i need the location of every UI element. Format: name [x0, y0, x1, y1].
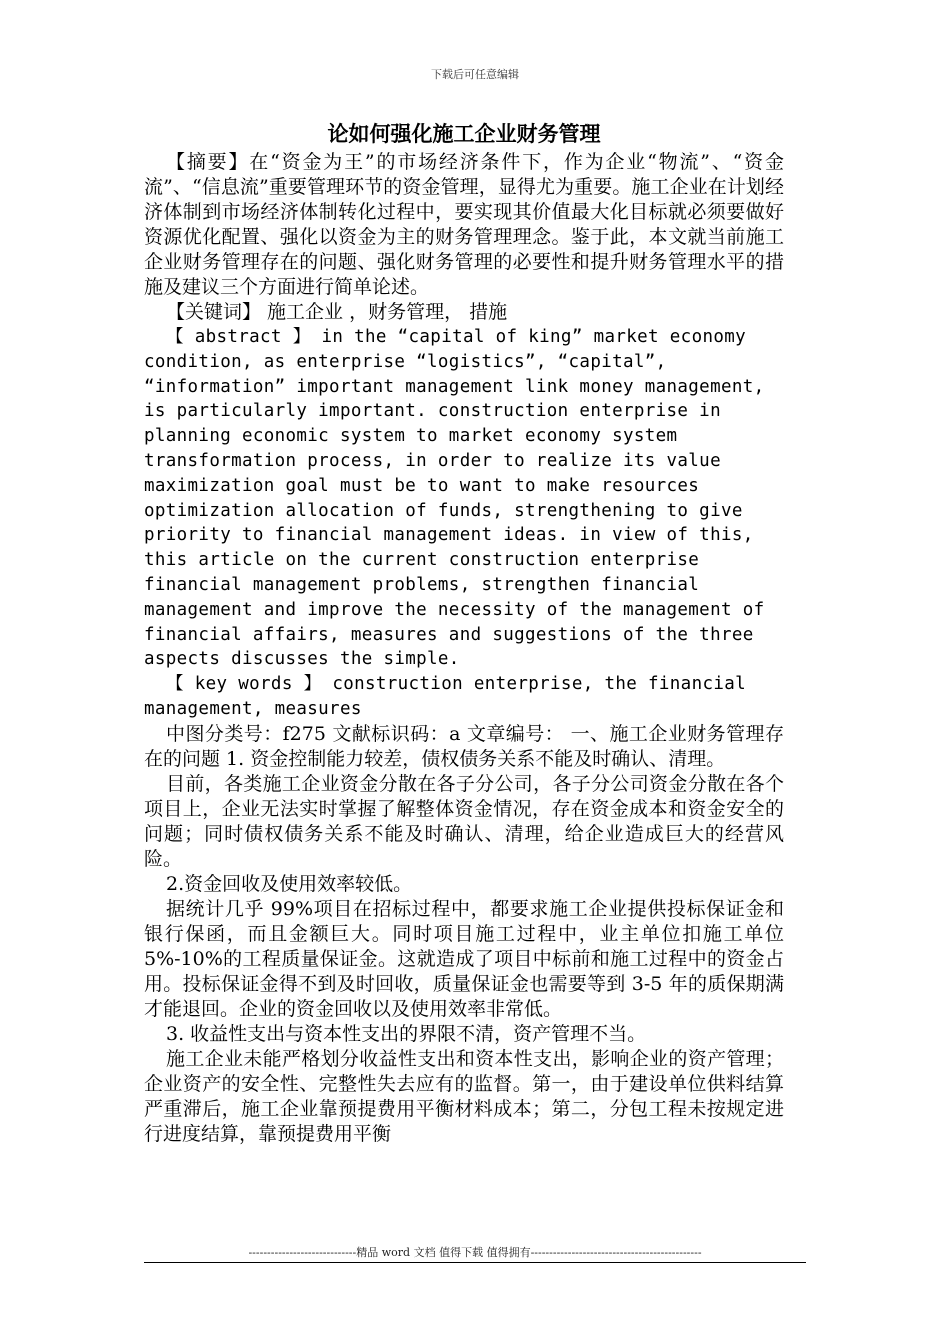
footer-divider — [144, 1262, 806, 1263]
paragraph: 【 abstract 】 in the “capital of king” market economy condition, as enterprise “logistics”, “capital”, “information” important management link money management, is particularly important. construction enterprise in planning economic system to market economy system transformation process, in order to realize its value maximization goal must be to want to make resources optimization allocation of funds, strengthening to give priority to financial management ideas. in view of this, this article on the current construction enterprise financial management problems, strengthen financial management and improve the necessity of the management of financial affairs, measures and suggestions of the three aspects discusses the simple. — [144, 327, 765, 670]
paragraph: 【关键词】 施工企业 ，财务管理， 措施 — [166, 301, 508, 323]
paragraph: 中图分类号：f275 文献标识码：a 文章编号： 一、施工企业财务管理存在的问题 1. 资金控制能力较差，债权债务关系不能及时确认、清理。 — [144, 722, 784, 770]
document-body — [144, 120, 784, 1147]
document-title: 论如何强化施工企业财务管理 — [327, 121, 601, 146]
page-footer: -----------------------------精品 word 文档 值得下载 值得拥有---------------------------------------------- — [248, 1246, 702, 1259]
paragraph: 目前，各类施工企业资金分散在各子分公司，各子分公司资金分散在各个项目上，企业无法实时掌握了解整体资金情况，存在资金成本和资金安全的问题；同时债权债务关系不能及时确认、清理，给企业造成巨大的经营风险。 — [144, 772, 784, 870]
paragraph: 【摘要】在“资金为王”的市场经济条件下，作为企业“物流”、“资金流”、“信息流”重要管理环节的资金管理，显得尤为重要。施工企业在计划经济体制到市场经济体制转化过程中，要实现其价值最大化目标就必须要做好资源优化配置、强化以资金为主的财务管理理念。鉴于此，本文就当前施工企业财务管理存在的问题、强化财务管理的必要性和提升财务管理水平的措施及建议三个方面进行简单论述。 — [144, 151, 784, 298]
page-header: 下载后可任意编辑 — [431, 68, 519, 81]
paragraph: 2.资金回收及使用效率较低。 — [166, 872, 413, 895]
paragraph: 据统计几乎 99%项目在招标过程中，都要求施工企业提供投标保证金和银行保函，而且金额巨大。同时项目施工过程中，业主单位扣施工单位 5%-10%的工程质量保证金。这就造成了项目中标前和施工过程中的资金占用。投标保证金得不到及时回收，质量保证金也需要等到 3-5 年的质保期满才能退回。企业的资金回收以及使用效率非常低。 — [144, 897, 784, 1020]
paragraph: 3. 收益性支出与资本性支出的界限不清，资产管理不当。 — [166, 1022, 647, 1045]
paragraph: 【 key words 】 construction enterprise, the financial management, measures — [144, 674, 746, 719]
paragraph-list — [144, 150, 784, 1147]
paragraph: 施工企业未能严格划分收益性支出和资本性支出，影响企业的资产管理；企业资产的安全性、完整性失去应有的监督。第一，由于建设单位供料结算严重滞后，施工企业靠预提费用平衡材料成本；第二，分包工程未按规定进行进度结算，靠预提费用平衡 — [144, 1047, 784, 1145]
